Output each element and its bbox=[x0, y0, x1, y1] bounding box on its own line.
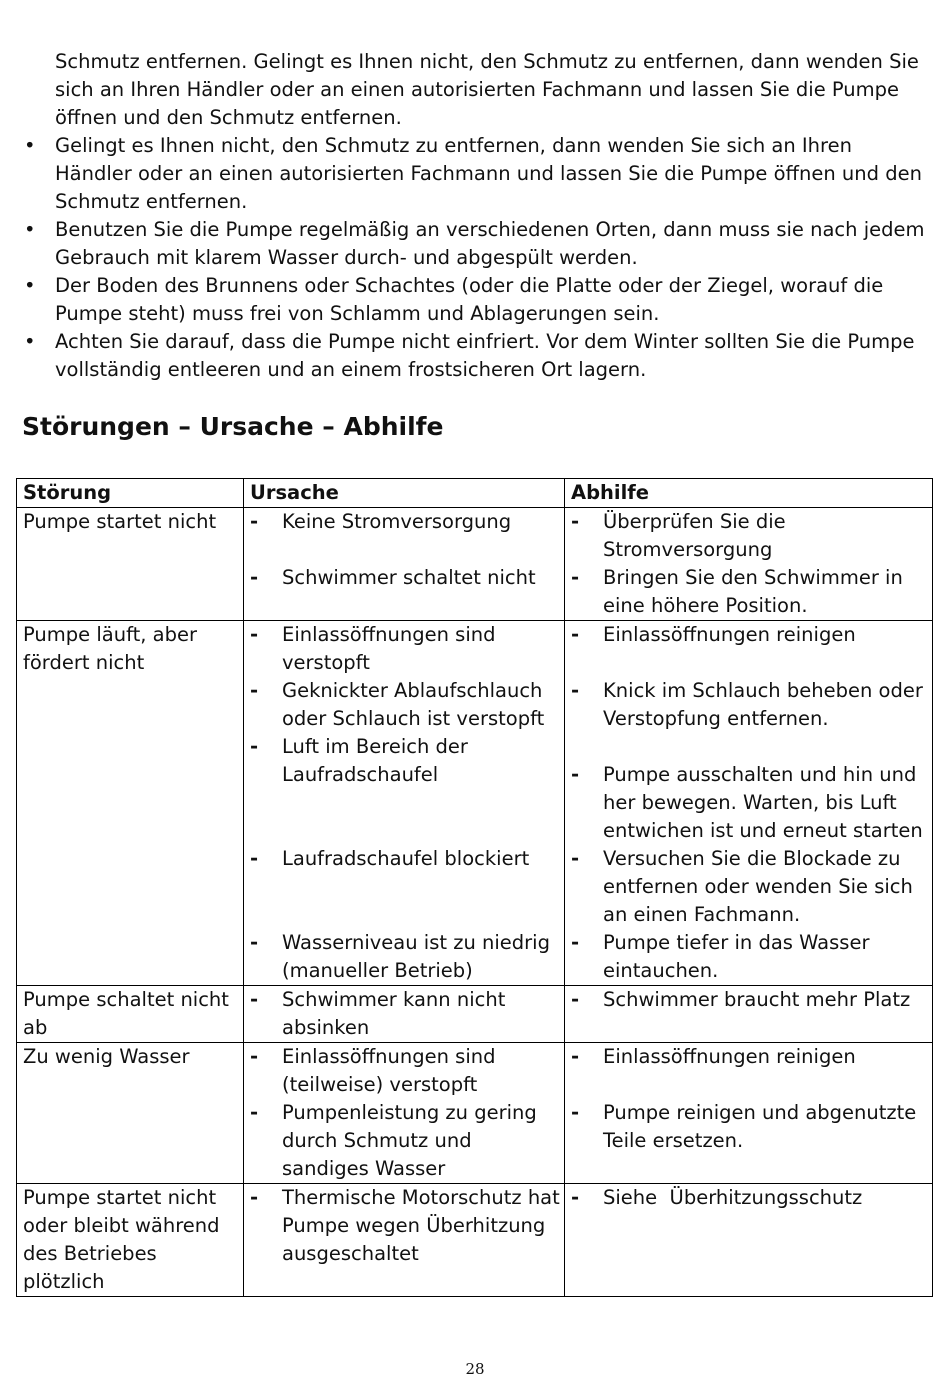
cell-stoerung: Zu wenig Wasser bbox=[17, 1043, 244, 1184]
column-header-stoerung: Störung bbox=[17, 479, 244, 508]
remedy-item bbox=[571, 1043, 932, 1071]
dash-marker: - bbox=[250, 679, 259, 702]
remedy-text: Einlassöffnungen reinigen bbox=[603, 1045, 856, 1068]
remedy-text: Knick im Schlauch beheben oder Verstopfung entfernen. bbox=[603, 679, 923, 730]
cell-stoerung: Pumpe startet nicht bbox=[17, 508, 244, 621]
cause-item bbox=[250, 845, 564, 873]
cell-ursache bbox=[244, 621, 565, 986]
list-item-text: Achten Sie darauf, dass die Pumpe nicht einfriert. Vor dem Winter sollten Sie die Pumpe vollständig entleeren und an einem frostsicheren Ort lagern. bbox=[55, 330, 915, 381]
dash-marker: - bbox=[571, 988, 580, 1011]
cause-item bbox=[250, 508, 564, 536]
remedy-item bbox=[571, 986, 932, 1014]
list-item bbox=[0, 328, 930, 384]
cause-text: Wasserniveau ist zu niedrig (manueller Betrieb) bbox=[282, 931, 550, 982]
cell-stoerung: Pumpe läuft, aber fördert nicht bbox=[17, 621, 244, 986]
column-header-ursache: Ursache bbox=[244, 479, 565, 508]
remedy-item bbox=[571, 1184, 932, 1212]
list-item-text: Gelingt es Ihnen nicht, den Schmutz zu entfernen, dann wenden Sie sich an Ihren Händler oder an einen autorisierten Fachmann und lassen Sie die Pumpe öffnen und den Schmutz entfernen. bbox=[55, 134, 922, 213]
bullet-icon: • bbox=[24, 330, 36, 353]
dash-marker: - bbox=[571, 623, 580, 646]
remedy-item bbox=[571, 1099, 932, 1155]
dash-marker: - bbox=[571, 763, 580, 786]
dash-marker: - bbox=[250, 623, 259, 646]
bullet-list bbox=[0, 132, 930, 384]
cause-text: Einlassöffnungen sind verstopft bbox=[282, 623, 496, 674]
bullet-icon: • bbox=[24, 218, 36, 241]
dash-marker: - bbox=[571, 1101, 580, 1124]
troubleshooting-table bbox=[16, 478, 933, 1297]
cause-text: Luft im Bereich der Laufradschaufel bbox=[282, 735, 468, 786]
dash-marker: - bbox=[250, 1045, 259, 1068]
remedy-text: Bringen Sie den Schwimmer in eine höhere Position. bbox=[603, 566, 903, 617]
cause-item bbox=[250, 564, 564, 592]
cell-stoerung: Pumpe startet nicht oder bleibt während des Betriebes plötzlich bbox=[17, 1184, 244, 1297]
remedy-text: Pumpe tiefer in das Wasser eintauchen. bbox=[603, 931, 870, 982]
remedy-item bbox=[571, 845, 932, 929]
remedy-text: Schwimmer braucht mehr Platz bbox=[603, 988, 911, 1011]
cell-ursache bbox=[244, 1043, 565, 1184]
remedy-text: Pumpe ausschalten und hin und her bewegen. Warten, bis Luft entwichen ist und erneut starten bbox=[603, 763, 923, 842]
dash-marker: - bbox=[250, 1101, 259, 1124]
cause-item bbox=[250, 1099, 564, 1183]
dash-marker: - bbox=[250, 847, 259, 870]
dash-marker: - bbox=[571, 510, 580, 533]
cause-text: Geknickter Ablaufschlauch oder Schlauch ist verstopft bbox=[282, 679, 545, 730]
bullet-icon: • bbox=[24, 134, 36, 157]
dash-marker: - bbox=[250, 566, 259, 589]
remedy-text: Versuchen Sie die Blockade zu entfernen oder wenden Sie sich an einen Fachmann. bbox=[603, 847, 913, 926]
remedy-item bbox=[571, 508, 932, 564]
cause-item bbox=[250, 1184, 564, 1268]
dash-marker: - bbox=[250, 1186, 259, 1209]
remedy-item bbox=[571, 677, 932, 733]
column-header-abhilfe: Abhilfe bbox=[565, 479, 933, 508]
cause-text: Pumpenleistung zu gering durch Schmutz und sandiges Wasser bbox=[282, 1101, 537, 1180]
dash-marker: - bbox=[250, 510, 259, 533]
remedy-item bbox=[571, 621, 932, 649]
cell-ursache bbox=[244, 1184, 565, 1297]
cause-item bbox=[250, 929, 564, 985]
dash-marker: - bbox=[571, 847, 580, 870]
page-number: 28 bbox=[465, 1360, 485, 1378]
table-row bbox=[17, 1184, 933, 1297]
cell-abhilfe bbox=[565, 986, 933, 1043]
remedy-item bbox=[571, 929, 932, 985]
bullet-icon: • bbox=[24, 274, 36, 297]
remedy-text: Einlassöffnungen reinigen bbox=[603, 623, 856, 646]
dash-marker: - bbox=[571, 931, 580, 954]
cell-stoerung: Pumpe schaltet nicht ab bbox=[17, 986, 244, 1043]
table-row bbox=[17, 986, 933, 1043]
cell-abhilfe bbox=[565, 1184, 933, 1297]
cell-abhilfe bbox=[565, 1043, 933, 1184]
cause-text: Schwimmer kann nicht absinken bbox=[282, 988, 506, 1039]
section-heading: Störungen – Ursache – Abhilfe bbox=[22, 412, 444, 441]
remedy-item bbox=[571, 564, 932, 620]
cause-text: Keine Stromversorgung bbox=[282, 510, 512, 533]
list-item-text: Benutzen Sie die Pumpe regelmäßig an verschiedenen Orten, dann muss sie nach jedem Gebrauch mit klarem Wasser durch- und abgespült werden. bbox=[55, 218, 925, 269]
cell-abhilfe bbox=[565, 621, 933, 986]
remedy-text: Überprüfen Sie die Stromversorgung bbox=[603, 510, 786, 561]
remedy-item bbox=[571, 761, 932, 845]
dash-marker: - bbox=[571, 566, 580, 589]
dash-marker: - bbox=[250, 735, 259, 758]
remedy-text: Siehe Überhitzungsschutz bbox=[603, 1186, 863, 1209]
list-item bbox=[0, 272, 930, 328]
dash-marker: - bbox=[571, 679, 580, 702]
dash-marker: - bbox=[250, 988, 259, 1011]
cause-item bbox=[250, 677, 564, 733]
table-row bbox=[17, 621, 933, 986]
intro-paragraph: Schmutz entfernen. Gelingt es Ihnen nicht, den Schmutz zu entfernen, dann wenden Sie sich an Ihren Händler oder an einen autorisierten Fachmann und lassen Sie die Pumpe öffnen und den Schmutz entfernen. bbox=[55, 50, 919, 129]
cause-text: Thermische Motorschutz hat Pumpe wegen Überhitzung ausgeschaltet bbox=[282, 1186, 560, 1265]
cause-text: Laufradschaufel blockiert bbox=[282, 847, 530, 870]
cell-ursache bbox=[244, 986, 565, 1043]
list-item-text: Der Boden des Brunnens oder Schachtes (oder die Platte oder der Ziegel, worauf die Pumpe steht) muss frei von Schlamm und Ablagerungen sein. bbox=[55, 274, 884, 325]
remedy-text: Pumpe reinigen und abgenutzte Teile ersetzen. bbox=[603, 1101, 917, 1152]
cause-text: Einlassöffnungen sind (teilweise) verstopft bbox=[282, 1045, 496, 1096]
cell-abhilfe bbox=[565, 508, 933, 621]
table-row bbox=[17, 508, 933, 621]
dash-marker: - bbox=[571, 1045, 580, 1068]
cause-item bbox=[250, 621, 564, 677]
list-item bbox=[0, 132, 930, 216]
dash-marker: - bbox=[250, 931, 259, 954]
table-header-row bbox=[17, 479, 933, 508]
cell-ursache bbox=[244, 508, 565, 621]
table-row bbox=[17, 1043, 933, 1184]
dash-marker: - bbox=[571, 1186, 580, 1209]
cause-text: Schwimmer schaltet nicht bbox=[282, 566, 536, 589]
list-item bbox=[0, 216, 930, 272]
cause-item bbox=[250, 986, 564, 1042]
cause-item bbox=[250, 1043, 564, 1099]
cause-item bbox=[250, 733, 564, 789]
